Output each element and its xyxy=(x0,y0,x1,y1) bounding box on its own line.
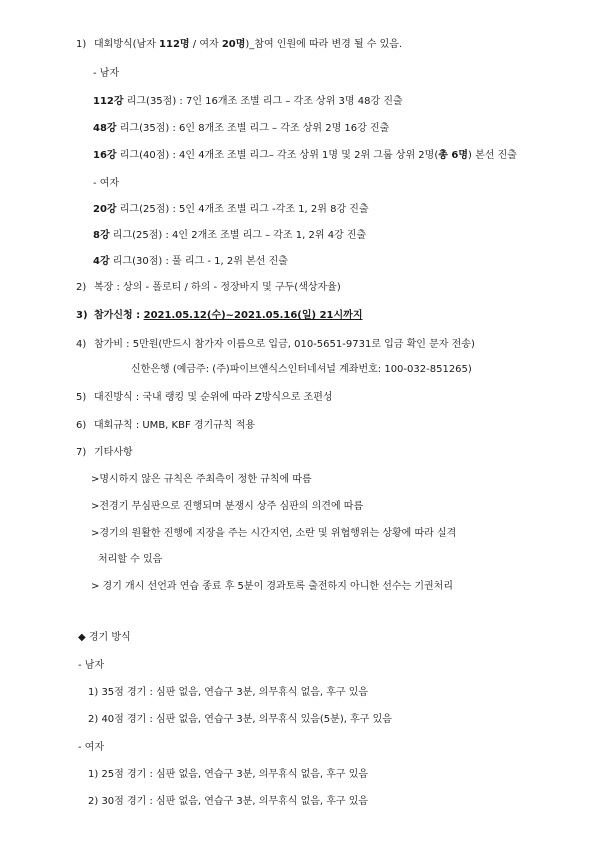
women-row-8 xyxy=(93,229,366,243)
section-3-number: 3) xyxy=(76,310,88,321)
text: / 여자 xyxy=(189,39,222,50)
section-4-number: 4) xyxy=(76,339,87,350)
men-row-16 xyxy=(93,149,517,163)
section-6-number: 6) xyxy=(76,420,87,431)
women-count: 20명 xyxy=(221,39,246,50)
row-text: 리그(30점) : 풀 리그 - 1, 2위 본선 진출 xyxy=(109,256,288,267)
method-women-label: - 여자 xyxy=(78,742,105,753)
section-7-number: 7) xyxy=(76,447,87,458)
round-label: 4강 xyxy=(93,256,110,267)
application-label: 참가신청 : xyxy=(94,310,144,321)
men-row-48 xyxy=(93,122,389,136)
application-dates: 2021.05.12(수)~2021.05.16(일) 21시까지 xyxy=(143,310,363,321)
row-text: 리그(40점) : 4인 4개조 조별 리그– 각조 상위 1명 및 2위 그룹 상위 2명 xyxy=(116,150,435,161)
section-1-number: 1) xyxy=(76,39,87,50)
text: )_참여 인원에 따라 변경 될 수 있음. xyxy=(245,39,403,50)
round-label: 8강 xyxy=(93,230,110,241)
misc-item: > 경기 개시 선언과 연습 종료 후 5분이 경과토록 출전하지 아니한 선수는 기권처리 xyxy=(91,581,454,592)
misc-item: >경기의 원활한 진행에 지장을 주는 시간지연, 소란 및 위협행위는 상황에 따라 실격 xyxy=(91,528,457,539)
section-2-number: 2) xyxy=(76,282,87,293)
round-label: 20강 xyxy=(93,204,117,215)
section-3-text xyxy=(94,309,363,323)
section-5-number: 5) xyxy=(76,392,87,403)
row-text: 리그(35점) : 7인 16개조 조별 리그 – 각조 상위 3명 48강 진출 xyxy=(123,96,403,107)
method-title: ◆ 경기 방식 xyxy=(78,632,131,643)
method-men-label: - 남자 xyxy=(78,660,105,671)
section-7-text: 기타사항 xyxy=(94,447,133,458)
row-text: ) 본선 진출 xyxy=(467,150,517,161)
row-text: 리그(25점) : 5인 4개조 조별 리그 -각조 1, 2위 8강 진출 xyxy=(116,204,369,215)
section-4-text: 참가비 : 5만원(반드시 참가자 이름으로 입금, 010-5651-9731로 입금 확인 문자 전송) xyxy=(94,339,475,350)
round-label: 16강 xyxy=(93,150,117,161)
men-label: - 남자 xyxy=(93,68,120,79)
men-count: 112명 xyxy=(159,39,190,50)
row-text: ( xyxy=(434,150,439,161)
method-women-item: 2) 30점 경기 : 심판 없음, 연습구 3분, 의무휴식 없음, 후구 있음 xyxy=(88,796,369,807)
misc-item: >전경기 무심판으로 진행되며 분쟁시 상주 심판의 의견에 따름 xyxy=(91,501,364,512)
finals-count: 총 6명 xyxy=(438,150,468,161)
section-5-text: 대진방식 : 국내 랭킹 및 순위에 따라 Z방식으로 조편성 xyxy=(94,392,333,403)
misc-item: 처리할 수 있음 xyxy=(98,554,163,565)
method-men-item: 2) 40점 경기 : 심판 없음, 연습구 3분, 의무휴식 있음(5분), 후구 있음 xyxy=(88,714,392,725)
row-text: 리그(35점) : 6인 8개조 조별 리그 – 각조 상위 2명 16강 진출 xyxy=(116,123,390,134)
text: 대회방식(남자 xyxy=(94,39,160,50)
women-row-20 xyxy=(93,203,369,217)
misc-item: >명시하지 않은 규칙은 주최측이 정한 규칙에 따름 xyxy=(91,474,312,485)
section-2-text: 복장 : 상의 - 폴로티 / 하의 - 정장바지 및 구두(색상자율) xyxy=(94,282,341,293)
row-text: 리그(25점) : 4인 2개조 조별 리그 – 각조 1, 2위 4강 진출 xyxy=(109,230,367,241)
women-label: - 여자 xyxy=(93,178,120,189)
section-6-text: 대회규칙 : UMB, KBF 경기규칙 적용 xyxy=(94,420,256,431)
round-label: 112강 xyxy=(93,96,124,107)
section-1-text xyxy=(94,38,402,52)
method-men-item: 1) 35점 경기 : 심판 없음, 연습구 3분, 의무휴식 없음, 후구 있음 xyxy=(88,687,369,698)
bank-account: 신한은행 (예금주: (주)파이브앤식스인터네셔널 계좌번호: 100-032-851265) xyxy=(131,364,472,375)
round-label: 48강 xyxy=(93,123,117,134)
women-row-4 xyxy=(93,255,288,269)
method-women-item: 1) 25점 경기 : 심판 없음, 연습구 3분, 의무휴식 없음, 후구 있음 xyxy=(88,769,369,780)
men-row-112 xyxy=(93,95,403,109)
